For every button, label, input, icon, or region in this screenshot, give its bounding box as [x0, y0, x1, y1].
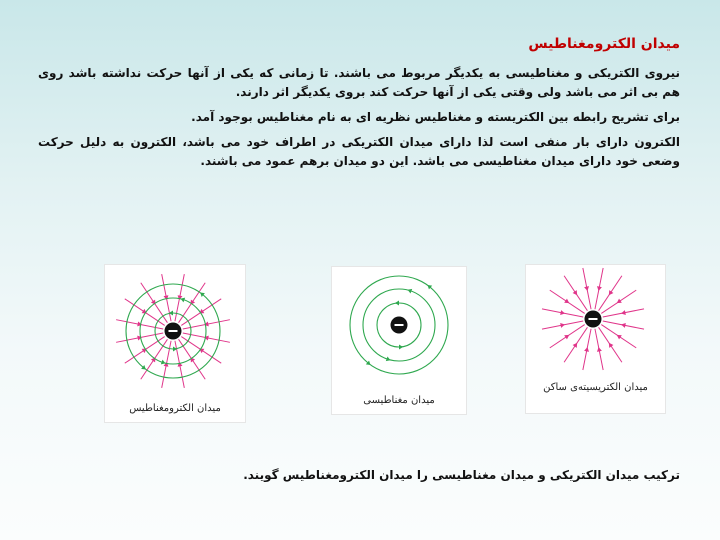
footer-statement: ترکیب میدان الکتریکی و میدان مغناطیسی را میدان الکترومغناطیس گویند. — [243, 468, 680, 482]
field-arrow-icon — [560, 310, 565, 315]
magnetic-field-diagram — [332, 267, 466, 414]
circle-arrow-icon — [399, 345, 403, 350]
negative-sign-icon — [395, 324, 404, 326]
field-arrow-icon — [609, 290, 614, 295]
field-arrow-icon — [617, 299, 622, 304]
field-arrow-icon — [584, 347, 589, 352]
paragraph-3: الکترون دارای بار منفی است لذا دارای میدان الکتریکی در اطراف خود می باشد، الکترون به دلیل حرکت وضعی خود دارای میدان مغناطیسی می باشد. این دو میدان برهم عمود می باشند. — [38, 135, 680, 168]
field-arrow-icon — [564, 335, 569, 340]
body-text — [38, 64, 680, 177]
field-arrow-icon — [617, 335, 622, 340]
field-arrow-icon — [621, 323, 626, 328]
field-arrow-icon — [560, 323, 565, 328]
field-arrow-icon — [573, 290, 578, 295]
electromagnetic-field-caption: میدان الکترومغناطیس — [129, 403, 221, 414]
field-arrow-icon — [621, 310, 626, 315]
field-arrow-icon — [584, 286, 589, 291]
paragraph-1: نیروی الکتریکی و مغناطیسی به یکدیگر مربوط می باشند. تا زمانی که یکی از آنها حرکت نداشته باشد روی هم بی اثر می باشد ولی وقتی یکی از آنها حرکت کند بروی یکدیگر اثر دارند. — [38, 66, 680, 99]
field-arrow-icon — [597, 286, 602, 291]
electrostatic-field-caption: میدان الکتریسیته‌ی ساکن — [543, 382, 648, 393]
slide-title: میدان الکترومغناطیس — [528, 36, 680, 52]
paragraph-2: برای تشریح رابطه بین الکتریسته و مغناطیس نظریه ای به نام مغناطیس بوجود آمد. — [191, 110, 680, 124]
field-arrow-icon — [597, 347, 602, 352]
electromagnetic-field-figure — [104, 264, 246, 423]
magnetic-field-caption: میدان مغناطیسی — [363, 395, 435, 406]
field-arrow-icon — [609, 343, 614, 348]
negative-sign-icon — [589, 318, 598, 320]
electrostatic-field-figure — [525, 264, 666, 414]
circle-arrow-icon — [395, 301, 399, 306]
field-arrow-icon — [573, 343, 578, 348]
magnetic-field-figure — [331, 266, 467, 415]
negative-sign-icon — [169, 330, 178, 332]
electromagnetic-field-diagram — [105, 265, 245, 422]
field-arrow-icon — [564, 299, 569, 304]
